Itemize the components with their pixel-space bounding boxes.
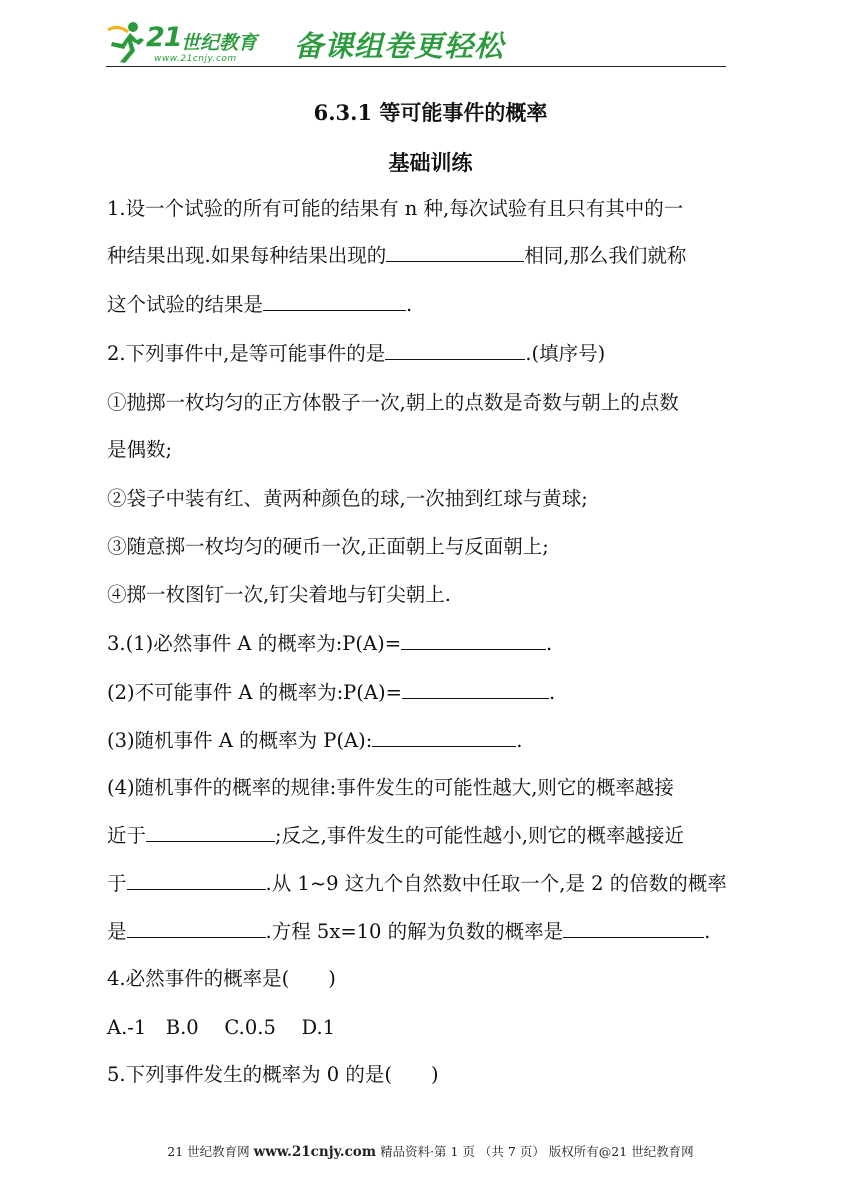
answer-blank[interactable] <box>401 631 546 650</box>
header-slogan: 备课组卷更轻松 <box>294 29 505 63</box>
section-subtitle: 基础训练 <box>388 150 473 175</box>
question-2-option-3: ③随意掷一枚均匀的硬币一次,正面朝上与反面朝上; <box>107 535 549 558</box>
question-3-part-4-line-1: (4)随机事件的概率的规律:事件发生的可能性越大,则它的概率越接 <box>107 776 674 799</box>
question-3-part-2: (2)不可能事件 A 的概率为:P(A)= . <box>107 681 556 704</box>
question-1-line-3: 这个试验的结果是 . <box>107 293 413 316</box>
answer-blank[interactable] <box>127 871 266 890</box>
footer-page-info: 精品资料·第 1 页 （共 7 页） 版权所有@21 世纪教育网 <box>380 1144 694 1159</box>
answer-blank[interactable] <box>563 919 704 938</box>
footer-url[interactable]: www.21cnjy.com <box>253 1144 377 1160</box>
logo-brand: 世纪教育 <box>181 32 258 54</box>
answer-blank[interactable] <box>402 680 549 699</box>
page-footer <box>0 1142 861 1160</box>
question-2-option-2: ②袋子中装有红、黄两种颜色的球,一次抽到红球与黄球; <box>107 487 588 510</box>
question-2-option-1-line-1: ①抛掷一枚均匀的正方体骰子一次,朝上的点数是奇数与朝上的点数 <box>107 391 679 414</box>
question-1-line-1: 1.设一个试验的所有可能的结果有 n 种,每次试验有且只有其中的一 <box>107 197 684 220</box>
question-1-line-2: 种结果出现.如果每种结果出现的 相同,那么我们就称 <box>107 244 687 267</box>
question-2-stem: 2.下列事件中,是等可能事件的是 .(填序号) <box>107 342 606 365</box>
question-3-part-4-line-3: 于 .从 1~9 这九个自然数中任取一个,是 2 的倍数的概率 <box>107 872 727 895</box>
answer-blank[interactable] <box>386 243 524 262</box>
answer-blank[interactable] <box>127 919 266 938</box>
question-2-option-1-line-2: 是偶数; <box>107 438 173 461</box>
answer-blank[interactable] <box>385 341 525 360</box>
question-4-stem: 4.必然事件的概率是( ) <box>107 967 336 990</box>
question-3-part-1: 3.(1)必然事件 A 的概率为:P(A)= . <box>107 632 553 655</box>
footer-site: 21 世纪教育网 <box>167 1144 250 1159</box>
header-divider <box>106 66 726 67</box>
answer-blank[interactable] <box>263 292 406 311</box>
question-5-stem: 5.下列事件发生的概率为 0 的是( ) <box>107 1063 439 1086</box>
answer-blank[interactable] <box>146 823 275 842</box>
page-title: 6.3.1 等可能事件的概率 <box>313 100 548 125</box>
page-header <box>106 18 726 70</box>
logo-number: 21 <box>146 22 182 53</box>
question-3-part-4-line-2: 近于 ;反之,事件发生的可能性越小,则它的概率越接近 <box>107 824 684 847</box>
answer-blank[interactable] <box>372 728 516 747</box>
question-3-part-4-line-4: 是 .方程 5x=10 的解为负数的概率是 . <box>107 920 711 943</box>
runner-logo-icon <box>106 20 146 64</box>
question-4-options: A.-1 B.0 C.0.5 D.1 <box>107 1016 336 1039</box>
logo-url[interactable]: www.21cnjy.com <box>154 54 237 64</box>
question-2-option-4: ④掷一枚图钉一次,钉尖着地与钉尖朝上. <box>107 583 451 606</box>
question-3-part-3: (3)随机事件 A 的概率为 P(A): . <box>107 729 523 752</box>
